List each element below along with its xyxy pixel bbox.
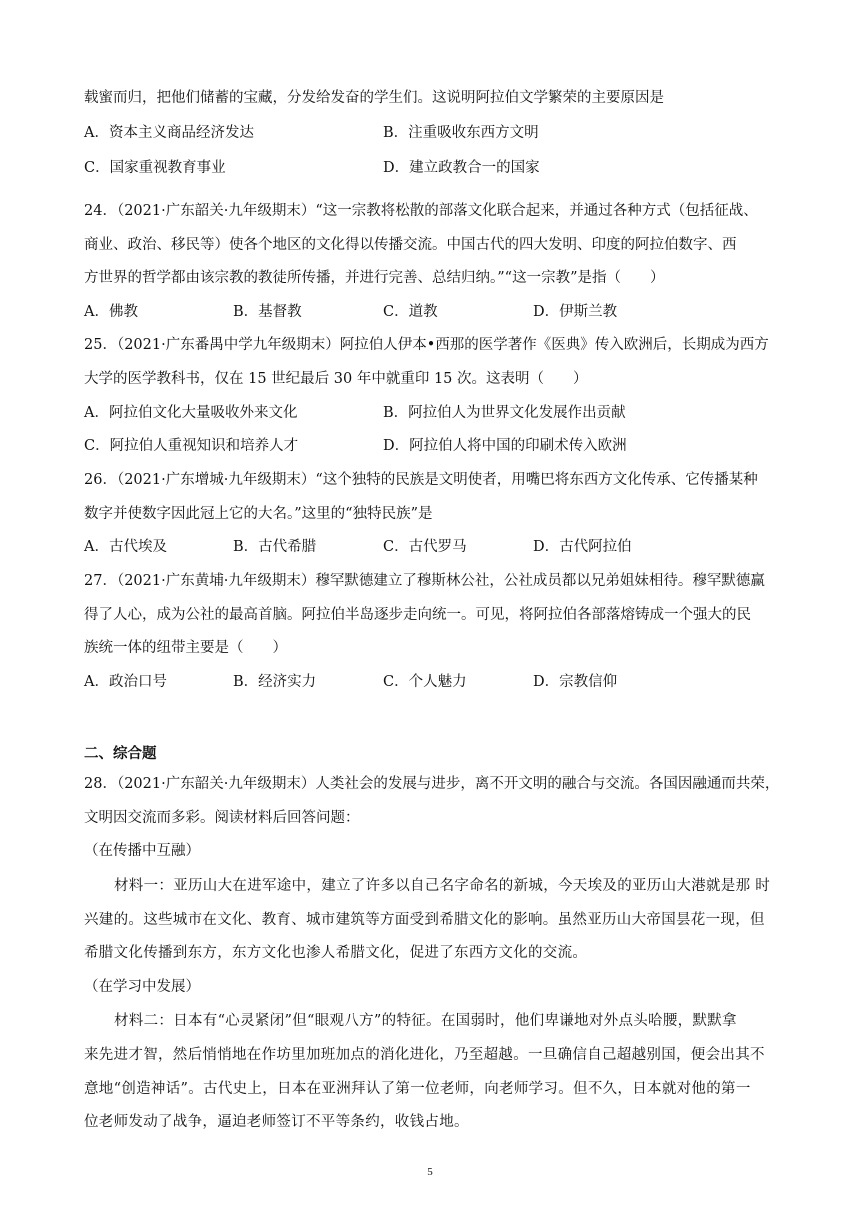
- q24-stem-line-2: 商业、政治、移民等）使各个地区的文化得以传播交流。中国古代的四大发明、印度的阿拉伯数字、西: [84, 237, 737, 253]
- q24-option-d: D．伊斯兰教: [533, 304, 618, 320]
- q24-option-c: C．道教: [383, 304, 438, 320]
- material-2-line-1: 材料二：日本有“心灵紧闭”但“眼观八方”的特征。在国弱时，他们卑谦地对外点头哈腰，默默拿: [114, 1013, 737, 1029]
- q24-stem-line-1: 24．（2021·广东韶关·九年级期末）“这一宗教将松散的部落文化联合起来，并通过各种方式（包括征战、: [84, 203, 758, 219]
- q27-option-d: D．宗教信仰: [533, 674, 618, 690]
- q26-stem-line-1: 26．（2021·广东增城·九年级期末）“这个独特的民族是文明使者，用嘴巴将东西方文化传承、它传播某种: [84, 472, 758, 488]
- q25-option-b: B．阿拉伯人为世界文化发展作出贡献: [383, 405, 626, 421]
- q24-option-a: A．佛教: [84, 304, 138, 320]
- material-2-line-4: 位老师发动了战争，逼迫老师签订不平等条约，收钱占地。: [84, 1114, 469, 1130]
- q23-option-b: B．注重吸收东西方文明: [383, 125, 539, 141]
- material-1-line-1: 材料一：亚历山大在进军途中，建立了许多以自己名字命名的新城，今天埃及的亚历山大港就是那 时: [114, 878, 771, 894]
- section-heading: 二、综合题: [84, 745, 157, 762]
- q28-stem-line-1: 28．（2021·广东韶关·九年级期末）人类社会的发展与进步，离不开文明的融合与交流。各国因融通而共荣，: [84, 776, 780, 792]
- q25-stem-line-1: 25．（2021·广东番禺中学九年级期末）阿拉伯人伊本•西那的医学著作《医典》传入欧洲后，长期成为西方: [84, 337, 769, 353]
- q26-option-a: A．古代埃及: [84, 539, 167, 555]
- q25-option-c: C．阿拉伯人重视知识和培养人才: [84, 438, 299, 454]
- q28-stem-line-2: 文明因交流而多彩。阅读材料后回答问题：: [84, 810, 360, 826]
- q23-stem-tail: 载蜜而归，把他们储蓄的宝藏，分发给发奋的学生们。这说明阿拉伯文学繁荣的主要原因是: [84, 90, 664, 106]
- q26-stem-line-2: 数字并使数字因此冠上它的大名。”这里的“独特民族”是: [84, 506, 433, 522]
- q25-option-d: D．阿拉伯人将中国的印刷术传入欧洲: [383, 438, 627, 454]
- q28-subheading-1: （在传播中互融）: [84, 843, 200, 859]
- q27-stem-line-3: 族统一体的纽带主要是（ ）: [84, 640, 287, 656]
- material-1-line-2: 兴建的。这些城市在文化、教育、城市建筑等方面受到希腊文化的影响。虽然亚历山大帝国昙花一现，但: [84, 912, 765, 928]
- q26-option-b: B．古代希腊: [233, 539, 317, 555]
- q27-stem-line-1: 27．（2021·广东黄埔·九年级期末）穆罕默德建立了穆斯林公社，公社成员都以兄弟姐妹相待。穆罕默德赢: [84, 573, 765, 589]
- page-number: 5: [427, 1166, 433, 1178]
- q27-stem-line-2: 得了人心，成为公社的最高首脑。阿拉伯半岛逐步走向统一。可见，将阿拉伯各部落熔铸成一个强大的民: [84, 607, 751, 623]
- q24-option-b: B．基督教: [233, 304, 302, 320]
- q23-option-c: C．国家重视教育事业: [84, 160, 226, 176]
- q28-subheading-2: （在学习中发展）: [84, 979, 200, 995]
- q26-option-d: D．古代阿拉伯: [533, 539, 632, 555]
- material-2-line-2: 来先进才智，然后悄悄地在作坊里加班加点的消化进化，乃至超越。一旦确信自己超越别国，便会出其不: [84, 1047, 765, 1063]
- q27-option-a: A．政治口号: [84, 674, 167, 690]
- material-1-line-3: 希腊文化传播到东方，东方文化也渗人希腊文化，促进了东西方文化的交流。: [84, 945, 588, 961]
- material-2-line-3: 意地“创造神话”。古代史上，日本在亚洲拜认了第一位老师，向老师学习。但不久，日本就对他的第一: [84, 1081, 751, 1097]
- q26-option-c: C．古代罗马: [383, 539, 467, 555]
- q23-option-d: D．建立政教合一的国家: [383, 160, 540, 176]
- q27-option-b: B．经济实力: [233, 674, 317, 690]
- q24-stem-line-3: 方世界的哲学都由该宗教的教徒所传播，并进行完善、总结归纳。”“这一宗教”是指（ ）: [84, 270, 665, 286]
- q25-option-a: A．阿拉伯文化大量吸收外来文化: [84, 405, 298, 421]
- q27-option-c: C．个人魅力: [383, 674, 467, 690]
- q25-stem-line-2: 大学的医学教科书，仅在 15 世纪最后 30 年中就重印 15 次。这表明（ ）: [84, 371, 588, 387]
- q23-option-a: A．资本主义商品经济发达: [84, 125, 254, 141]
